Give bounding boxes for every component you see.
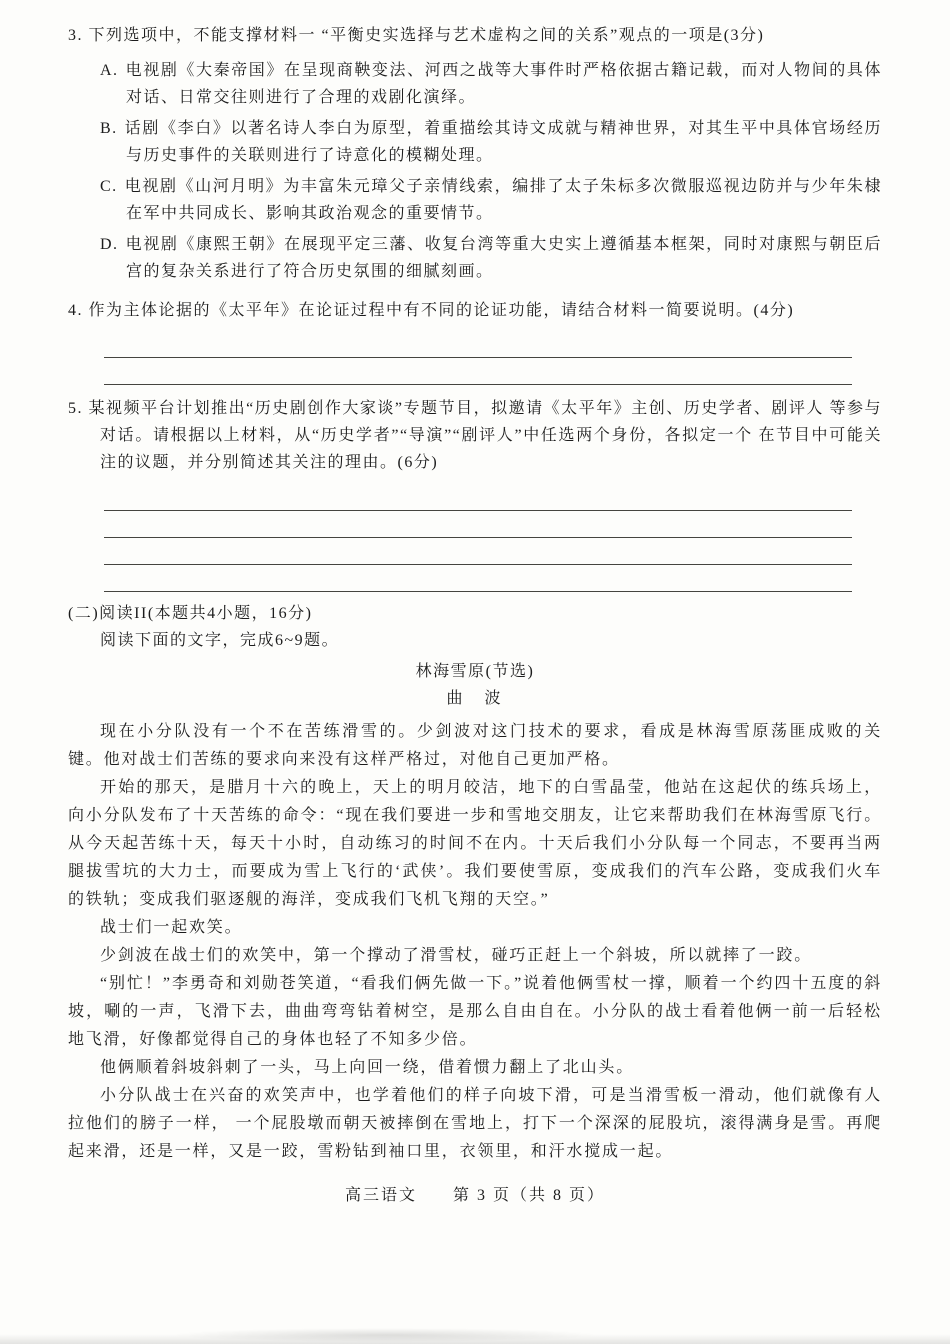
passage-paragraph: 开始的那天，是腊月十六的晚上，天上的明月皎洁，地下的白雪晶莹，他站在这起伏的练兵场上，向小分队发布了十天苦练的命令：“现在我们要进一步和雪地交朋友，让它来帮助我们在林海雪原飞行。从今天起苦练十天，每天十小时，自动练习的时间不在内。十天后我们小分队每一个同志，不要再当两腿拔雪坑的大力士，而要成为雪上飞行的‘武侠’。我们要使雪原，变成我们的汽车公路，变成我们火车的铁轨；变成我们驱逐舰的海洋，变成我们飞机飞翔的天空。”	[68, 779, 882, 908]
passage-paragraph: “别忙！”李勇奇和刘勋苍笑道，“看我们俩先做一下。”说着他俩雪杖一撑，顺着一个约四十五度的斜坡，唰的一声，飞滑下去，曲曲弯弯钻着树空，是那么自由自在。小分队的战士看着他俩一前一后轻松地飞滑，好像都觉得自己的身体也轻了不知多少倍。	[68, 975, 882, 1048]
question-3-option-b	[100, 115, 882, 169]
passage-paragraph: 少剑波在战士们的欢笑中，第一个撑动了滑雪杖，碰巧正赶上一个斜坡，所以就摔了一跤。	[100, 947, 813, 964]
section-2-instruction: 阅读下面的文字，完成6~9题。	[100, 632, 340, 649]
answer-line	[104, 358, 852, 385]
question-3-options	[68, 57, 882, 285]
passage-title: 林海雪原(节选)	[415, 663, 535, 680]
question-3	[68, 22, 882, 285]
question-4	[68, 297, 882, 385]
question-3-option-d	[100, 231, 882, 285]
answer-line	[104, 511, 852, 538]
answer-line	[104, 331, 852, 358]
option-d-label: D.	[100, 236, 119, 253]
passage-paragraph: 他俩顺着斜坡斜刺了一头，马上向回一绕，借着惯力翻上了北山头。	[100, 1059, 635, 1076]
passage-body	[68, 718, 882, 1166]
answer-line	[104, 565, 852, 592]
passage-author: 曲 波	[446, 690, 504, 707]
passage-paragraph: 战士们一起欢笑。	[100, 919, 243, 936]
question-3-option-a	[100, 57, 882, 111]
option-b-text: 话剧《李白》以著名诗人李白为原型，着重描绘其诗文成就与精神世界，对其生平中具体官场经历与历史事件的关联则进行了诗意化的模糊处理。	[124, 120, 882, 164]
option-a-text: 电视剧《大秦帝国》在呈现商鞅变法、河西之战等大事件时严格依据古籍记载，而对人物间的具体对话、日常交往则进行了合理的戏剧化演绎。	[125, 62, 882, 106]
section-2-header: (二)阅读II(本题共4小题，16分)	[68, 605, 313, 622]
option-d-text: 电视剧《康熙王朝》在展现平定三藩、收复台湾等重大史实上遵循基本框架，同时对康熙与朝臣后宫的复杂关系进行了符合历史氛围的细腻刻画。	[125, 236, 882, 280]
passage-paragraph: 现在小分队没有一个不在苦练滑雪的。少剑波对这门技术的要求，看成是林海雪原荡匪成败的关键。他对战士们苦练的要求向来没有这样严格过，对他自己更加严格。	[68, 723, 882, 768]
question-5-stem: 5. 某视频平台计划推出“历史剧创作大家谈”专题节目，拟邀请《太平年》主创、历史学者、剧评人 等参与对话。请根据以上材料，从“历史学者”“导演”“剧评人”中任选两个身份，各拟定一个 在节目中可能关注的议题，并分别简述其关注的理由。(6分)	[68, 400, 882, 471]
question-5	[68, 395, 882, 592]
option-c-text: 电视剧《山河月明》为丰富朱元璋父子亲情线索，编排了太子朱标多次微服巡视边防并与少年朱棣在军中共同成长、影响其政治观念的重要情节。	[124, 178, 882, 222]
question-5-answer-area	[68, 484, 882, 592]
answer-line	[104, 538, 852, 565]
scan-smudge-shadow	[170, 1328, 600, 1342]
option-b-label: B.	[100, 120, 118, 137]
question-4-answer-area	[68, 331, 882, 385]
page-footer: 高三语文 第 3 页（共 8 页）	[344, 1187, 605, 1204]
question-4-stem: 4. 作为主体论据的《太平年》在论证过程中有不同的论证功能，请结合材料一简要说明。(4分)	[68, 302, 795, 319]
question-3-option-c	[100, 173, 882, 227]
answer-line	[104, 484, 852, 511]
passage-paragraph: 小分队战士在兴奋的欢笑声中，也学着他们的样子向坡下滑，可是当滑雪板一滑动，他们就像有人拉他们的膀子一样， 一个屁股墩而朝天被摔倒在雪地上，打下一个深深的屁股坑，滚得满身是雪。再爬起来滑，还是一样，又是一跤，雪粉钻到袖口里，衣领里，和汗水搅成一起。	[68, 1087, 882, 1160]
scan-edge-shadow	[0, 1334, 950, 1344]
question-3-stem: 3. 下列选项中，不能支撑材料一 “平衡史实选择与艺术虚构之间的关系”观点的一项是(3分)	[68, 27, 765, 44]
option-c-label: C.	[100, 178, 118, 195]
option-a-label: A.	[100, 62, 119, 79]
